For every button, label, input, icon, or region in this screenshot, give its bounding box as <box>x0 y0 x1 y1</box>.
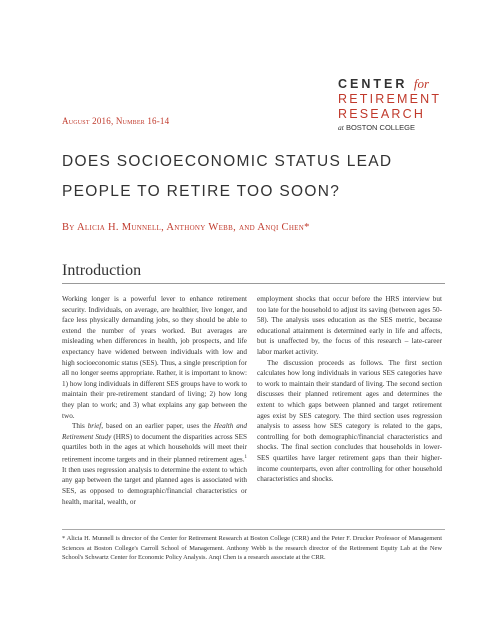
footnote-ref: 1 <box>244 454 247 460</box>
footnote-divider <box>62 529 445 530</box>
paragraph: employment shocks that occur before the HRS interview but too late for the household to adjust its saving (between ages 50-58). The analysis uses education as the SES metric, because educational attainment is determined early in life and affects, but is unaffected by, the focus of this research – late-career labor market activity. <box>257 295 442 356</box>
body-column-right <box>257 294 442 485</box>
paragraph: The discussion proceeds as follows. The first section calculates how long individuals in various SES categories have to work to maintain their standard of living. The second section discusses their planned retirement ages and determines the extent to which gaps between planned and target retirement ages exist by SES category. The third section uses regression analysis to assess how SES category is related to the gaps, controlling for both demographic/financial characteristics and shocks. The final section concludes that households in lower-SES quartiles have larger retirement gaps than their higher-income counterparts, even after controlling for other household characteristics and shocks. <box>257 358 442 484</box>
brief-title: DOES SOCIOECONOMIC STATUS LEAD PEOPLE TO RETIRE TOO SOON? <box>62 153 393 200</box>
logo-line-center: CENTER for <box>338 76 430 91</box>
paragraph: This brief, based on an earlier paper, uses the Health and Retirement Study (HRS) to document the disparities across SES quartiles both in the ages at which households will meet their retirement income targets and in their planned retirement ages.$^1$ It then uses regression analysis to determine the extent to which any gap between the target and planned ages is associated with SES, as opposed to demographic/financial characteristics or health, marital, wealth, or <box>62 422 248 506</box>
logo-line-boston-college: at BOSTON COLLEGE <box>338 123 415 132</box>
author-footnote: * Alicia H. Munnell is director of the Center for Retirement Research at Boston College (CRR) and the Peter F. Drucker Professor of Management Sciences at Boston College's Carroll School of Management. Anthony Webb is the research director of the Retirement Equity Lab at the New School's Schwartz Center for Economic Policy Analysis. Anqi Chen is a research associate at the CRR. <box>62 535 442 562</box>
issue-date: August 2016, Number 16-14 <box>62 116 170 126</box>
crr-logo <box>338 76 458 132</box>
section-heading: Introduction <box>62 262 142 279</box>
author-line: By Alicia H. Munnell, Anthony Webb, and Anqi Chen* <box>62 222 310 233</box>
logo-line-retirement: RETIREMENT <box>338 92 442 106</box>
paragraph: Working longer is a powerful lever to enhance retirement security. Individuals, on average, are healthier, live longer, and face less physically demanding jobs, so they should be able to extend the number of years worked. But averages are misleading when differences in health, job prospects, and life expectancy have widened between individuals with low and high socioeconomic status (SES). Thus, a single prescription for all no longer seems appropriate. Rather, it is important to know: 1) how long individuals in different SES groups have to work to maintain their pre-retirement standard of living; 2) how long they plan to work; and 3) what explains any gap between the two. <box>62 295 247 420</box>
logo-line-research: RESEARCH <box>338 107 426 121</box>
body-column-left <box>62 294 247 507</box>
heading-divider <box>62 283 445 284</box>
